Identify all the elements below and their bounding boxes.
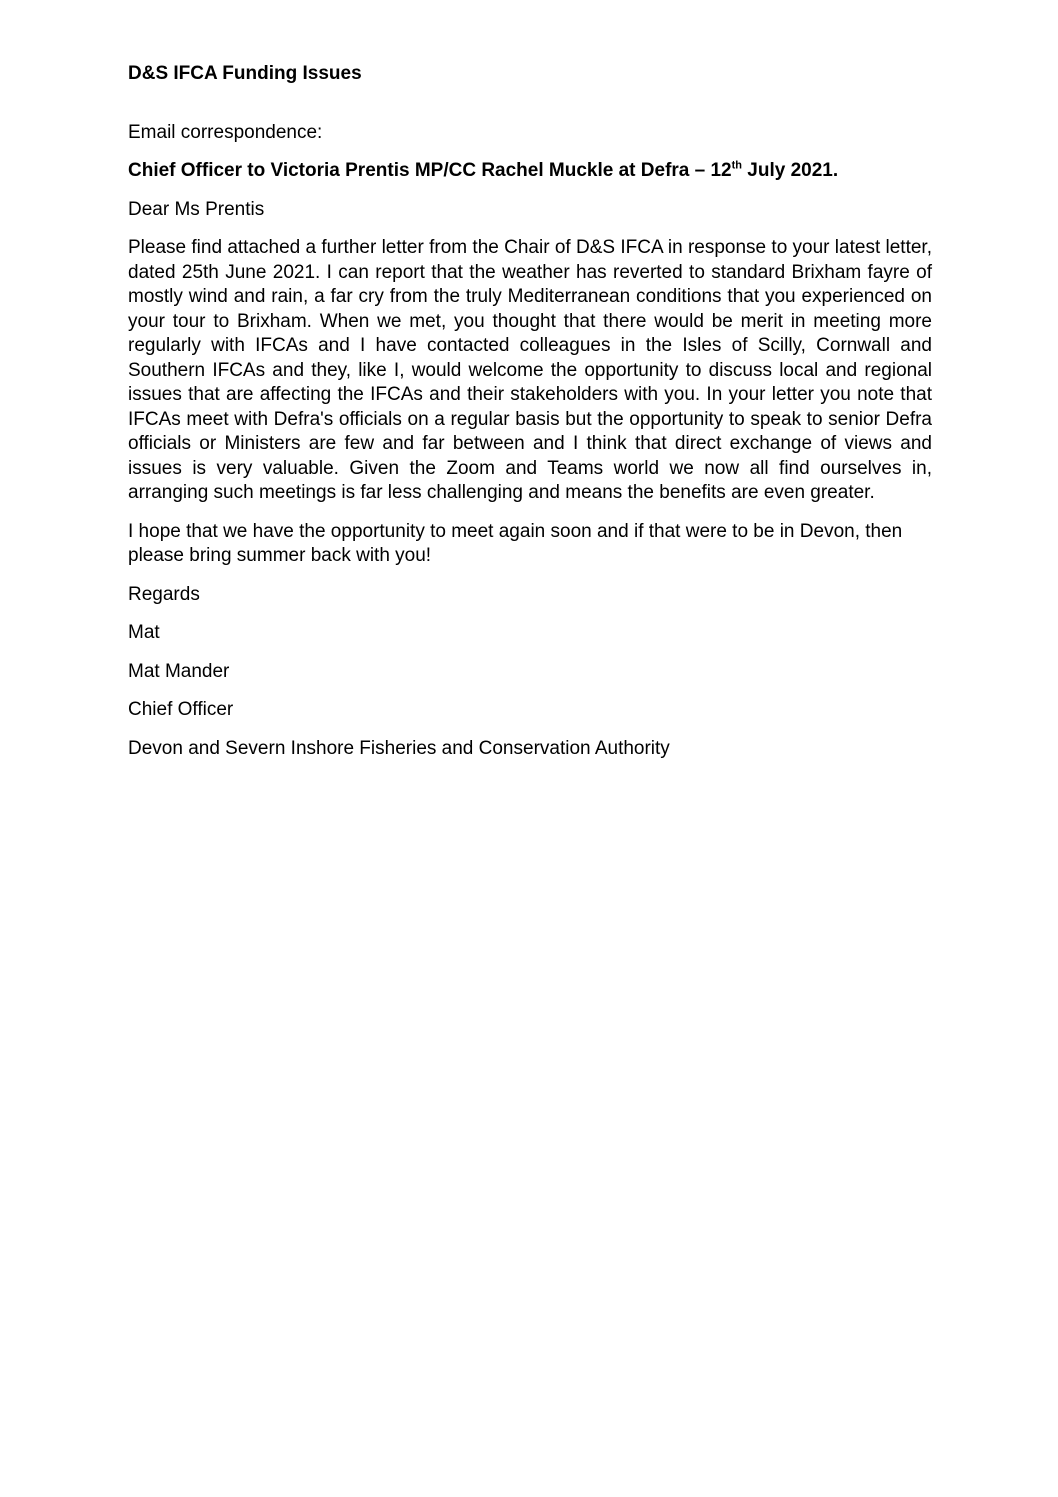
subject-ordinal-suffix: th (731, 159, 743, 172)
subject-text-end: July 2021. (742, 160, 839, 181)
body-paragraph-1: Please find attached a further letter from the Chair of D&S IFCA in response to your latest letter, dated 25th June 2021. I can report that the weather has reverted to standard Brixham fayre of mostly wind and rain, a far cry from the truly Mediterranean conditions that you experienced on your tour to Brixham. When we met, you thought that there would be merit in meeting more regularly with IFCAs and I have contacted colleagues in the Isles of Scilly, Cornwall and Southern IFCAs and they, like I, would welcome the opportunity to discuss local and regional issues that are affecting the IFCAs and their stakeholders with you. In your letter you note that IFCAs meet with Defra's officials on a regular basis but the opportunity to speak to senior Defra officials or Ministers are few and far between and I think that direct exchange of views and issues is very valuable. Given the Zoom and Teams world we now all find ourselves in, arranging such meetings is far less challenging and means the benefits are even greater. (128, 237, 932, 503)
signer-role: Chief Officer (128, 699, 234, 720)
email-subject (128, 159, 932, 184)
signer-full-name: Mat Mander (128, 660, 230, 682)
signer-first-name: Mat (128, 622, 160, 643)
salutation: Dear Ms Prentis (128, 198, 265, 220)
document-body (128, 62, 932, 775)
document-title: D&S IFCA Funding Issues (128, 63, 362, 84)
closing: Regards (128, 583, 200, 605)
body-paragraph-2: I hope that we have the opportunity to meet again soon and if that were to be in Devon, then please bring summer back with you! (128, 520, 903, 566)
subject-text: Chief Officer to Victoria Prentis MP/CC Rachel Muckle at Defra – 12 (128, 160, 732, 181)
intro-line: Email correspondence: (128, 121, 323, 143)
signer-organisation: Devon and Severn Inshore Fisheries and Conservation Authority (128, 737, 670, 759)
